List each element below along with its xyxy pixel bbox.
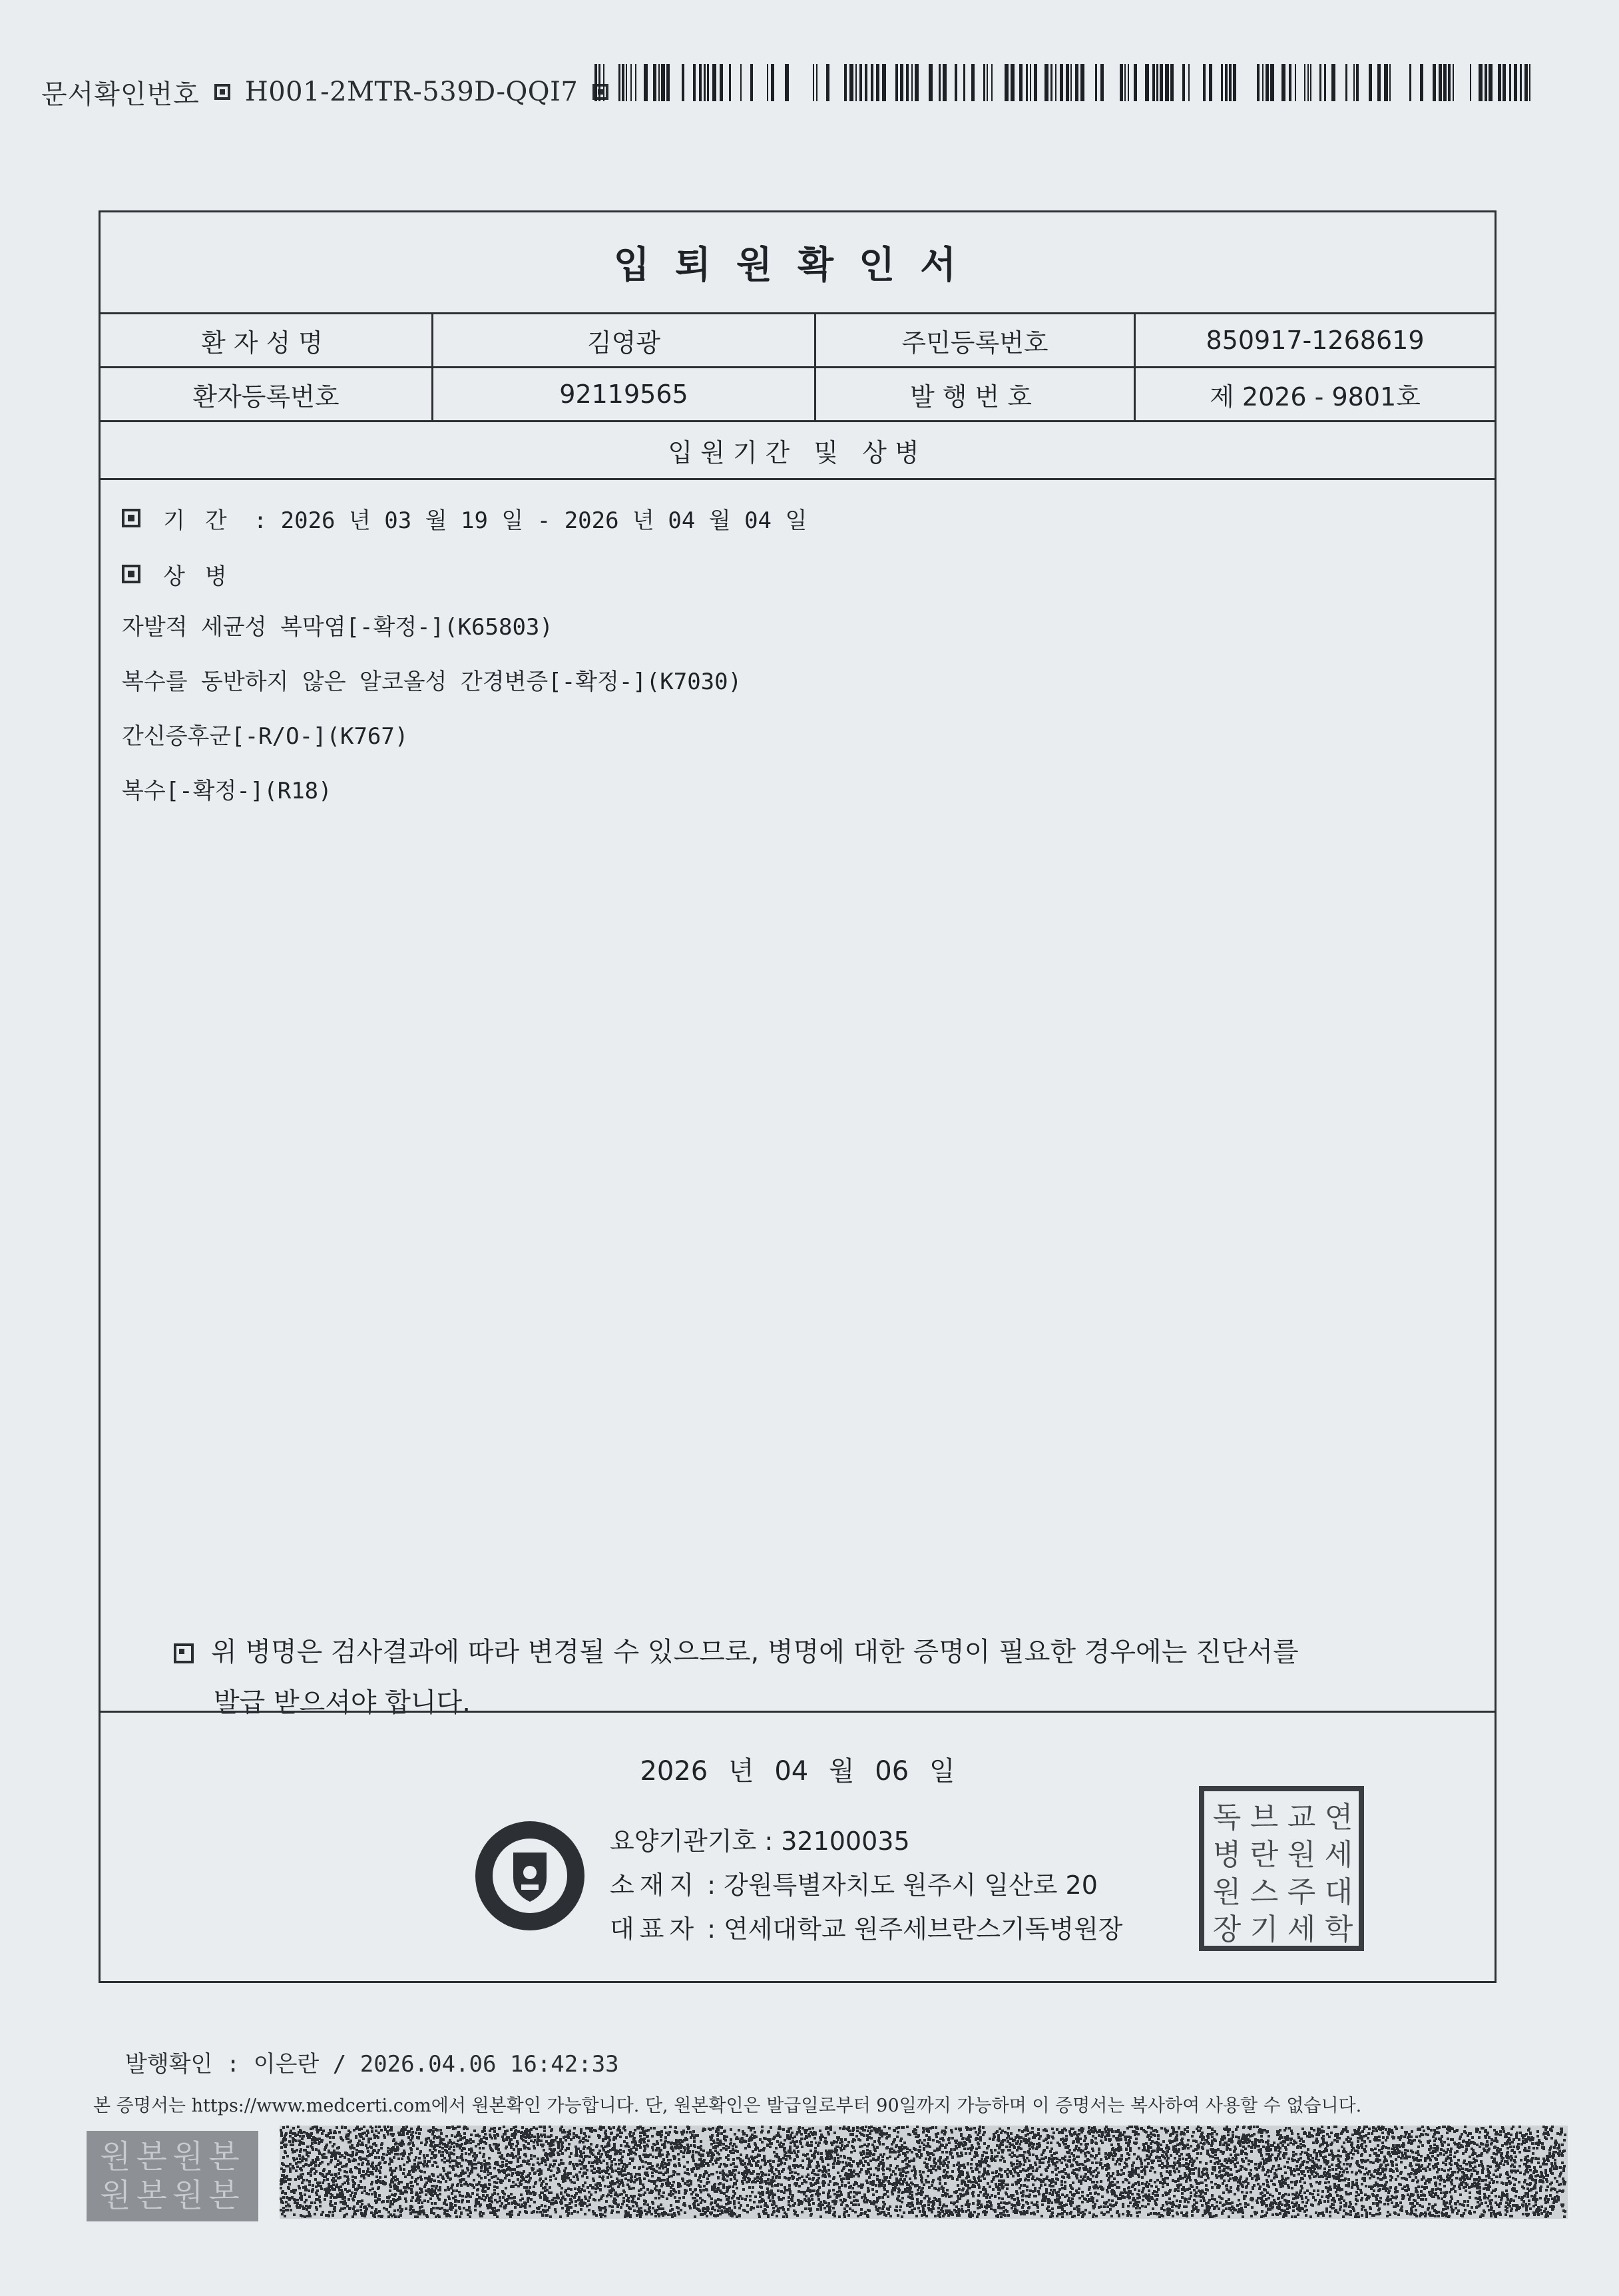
resident-no-label: 주민등록번호 (816, 314, 1136, 366)
form-title: 입퇴원확인서 (613, 244, 982, 287)
issue-no-label: 발행번호 (816, 368, 1136, 420)
original-stamp (87, 2131, 258, 2221)
svg-text:세: 세 (1324, 1838, 1353, 1872)
diagnosis-item: 복수를 동반하지 않은 알코올성 간경변증[-확정-](K7030) (122, 668, 742, 695)
svg-text:란: 란 (1250, 1838, 1279, 1872)
svg-text:병: 병 (1212, 1838, 1242, 1872)
svg-text:장: 장 (1212, 1912, 1242, 1946)
period-line (122, 495, 1473, 541)
notice-line-2: 발급 받으셔야 합니다. (214, 1687, 471, 1718)
info-row-1 (101, 314, 1495, 368)
form-content (101, 480, 1495, 1719)
hospital-seal (1199, 1786, 1364, 1951)
address-label: 소재지 (610, 1870, 700, 1900)
svg-text:브: 브 (1250, 1801, 1279, 1835)
issue-no-value: 제 2026 - 9801호 (1210, 382, 1421, 412)
verification-note: 본 증명서는 https://www.medcerti.com에서 원본확인 가능합니다. 단, 원본확인은 발급일로부터 90일까지 가능하며 이 증명서는 복사하여 사용할 수 없습니다. (93, 2096, 1362, 2116)
representative-value: : 연세대학교 원주세브란스기독병원장 (707, 1914, 1123, 1944)
diagnosis-item: 간신증후군[-R/O-](K767) (122, 722, 409, 750)
patient-reg-value: 92119565 (433, 368, 816, 420)
patient-reg-label: 환자등록번호 (101, 368, 433, 420)
svg-text:세: 세 (1287, 1912, 1316, 1946)
diagnosis-item: 자발적 세균성 복막염[-확정-](K65803) (122, 613, 553, 641)
square-bullet-icon (122, 565, 140, 583)
square-bullet-icon (214, 84, 230, 100)
security-noise-pattern (280, 2126, 1568, 2219)
disease-heading (122, 551, 1473, 597)
institution-code-value: : 32100035 (764, 1827, 910, 1856)
svg-text:원: 원 (1212, 1875, 1242, 1909)
svg-text:대: 대 (1324, 1875, 1353, 1909)
barcode (594, 64, 1556, 101)
institution-info (610, 1819, 1123, 1951)
period-label: 기간 (163, 507, 247, 534)
svg-text:주: 주 (1287, 1875, 1316, 1909)
svg-text:교: 교 (1287, 1801, 1316, 1835)
svg-text:연: 연 (1324, 1801, 1353, 1835)
representative-label: 대표자 (610, 1914, 700, 1944)
original-stamp-line: 원본원본 (100, 2177, 245, 2214)
patient-name-label: 환자성명 (101, 314, 433, 366)
patient-name-value: 김영광 (433, 314, 816, 366)
square-bullet-icon (122, 509, 140, 527)
institution-code-line (610, 1819, 1123, 1863)
svg-text:학: 학 (1324, 1912, 1353, 1946)
svg-text:스: 스 (1250, 1875, 1279, 1909)
svg-text:원: 원 (1287, 1838, 1316, 1872)
svg-text:기: 기 (1250, 1912, 1279, 1946)
address-line (610, 1863, 1123, 1907)
issuer-footer (101, 1711, 1495, 1983)
resident-no-value: 850917-1268619 (1206, 326, 1425, 355)
institution-code-label: 요양기관기호 (610, 1827, 757, 1856)
period-value: : 2026 년 03 월 19 일 - 2026 년 04 월 04 일 (253, 507, 808, 534)
form-title-row (101, 212, 1495, 314)
admission-discharge-form (99, 210, 1497, 1983)
disease-label: 상병 (163, 563, 247, 590)
issue-date: 2026 년 04 월 06 일 (640, 1756, 955, 1787)
notice-line-1: 위 병명은 검사결과에 따라 변경될 수 있으므로, 병명에 대한 증명이 필요한 경우에는 진단서를 (211, 1637, 1299, 1667)
svg-text:독: 독 (1212, 1801, 1242, 1835)
section-title: 입원기간 및 상병 (101, 422, 1495, 480)
representative-line (610, 1907, 1123, 1951)
address-value: : 강원특별자치도 원주시 일산로 20 (707, 1870, 1098, 1900)
yonsei-university-logo (473, 1819, 586, 1932)
issuer-confirmation: 발행확인 : 이은란 / 2026.04.06 16:42:33 (125, 2051, 619, 2078)
document-id-header (41, 72, 623, 112)
diagnosis-item: 복수[-확정-](R18) (122, 777, 332, 804)
document-id-label: 문서확인번호 (41, 79, 200, 110)
square-bullet-icon (174, 1643, 194, 1663)
info-row-2 (101, 368, 1495, 422)
document-id-value: H001-2MTR-539D-QQI7 (244, 77, 578, 107)
original-stamp-line: 원본원본 (100, 2138, 245, 2175)
